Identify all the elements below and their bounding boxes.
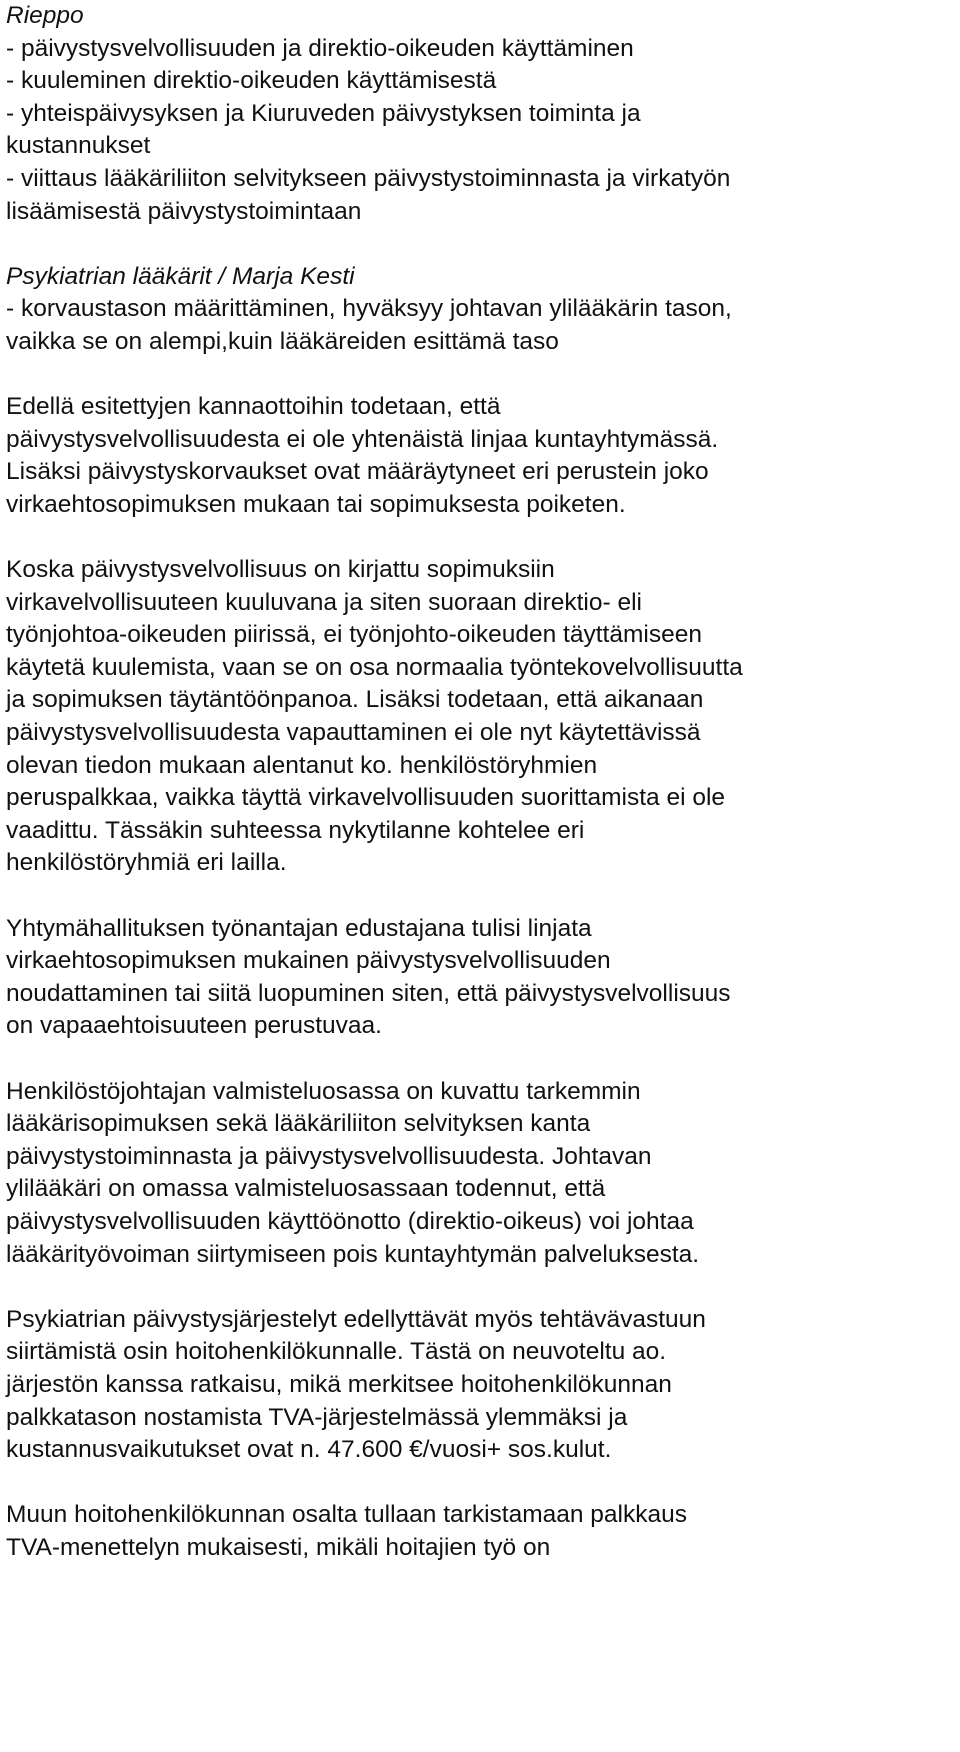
paragraph-line: virkaehtosopimuksen mukaan tai sopimuksesta poiketen.: [6, 490, 626, 518]
paragraph-line: vaadittu. Tässäkin suhteessa nykytilanne kohtelee eri: [6, 816, 585, 844]
rieppo-list-item: - viittaus lääkäriliiton selvitykseen päivystystoiminnasta ja virkatyön: [6, 164, 731, 192]
psykiatria-list-item-cont: vaikka se on alempi,kuin lääkäreiden esittämä taso: [6, 327, 559, 355]
spacer: [6, 1271, 960, 1304]
paragraph-1: [6, 391, 960, 521]
spacer: [6, 359, 960, 392]
rieppo-list-item: - päivystysvelvollisuuden ja direktio-oikeuden käyttäminen: [6, 34, 634, 62]
paragraph-5: [6, 1304, 960, 1467]
paragraph-6: [6, 1499, 960, 1564]
paragraph-line: päivystystoiminnasta ja päivystysvelvollisuudesta. Johtavan: [6, 1142, 652, 1170]
paragraph-line: päivystysvelvollisuudesta vapauttaminen ei ole nyt käytettävissä: [6, 719, 701, 747]
spacer: [6, 1467, 960, 1500]
paragraph-line: noudattaminen tai siitä luopuminen siten, että päivystysvelvollisuus: [6, 979, 731, 1007]
paragraph-line: Muun hoitohenkilökunnan osalta tullaan tarkistamaan palkkaus: [6, 1501, 687, 1529]
spacer: [6, 522, 960, 555]
rieppo-title: Rieppo: [6, 2, 84, 29]
paragraph-line: palkkatason nostamista TVA-järjestelmässä ylemmäksi ja: [6, 1403, 628, 1431]
paragraph-line: Henkilöstöjohtajan valmisteluosassa on kuvattu tarkemmin: [6, 1077, 641, 1105]
paragraph-line: Psykiatrian päivystysjärjestelyt edellyttävät myös tehtävävastuun: [6, 1305, 706, 1333]
paragraph-line: siirtämistä osin hoitohenkilökunnalle. Tästä on neuvoteltu ao.: [6, 1338, 667, 1366]
paragraph-line: työnjohtoa-oikeuden piirissä, ei työnjohto-oikeuden täyttämiseen: [6, 621, 702, 649]
rieppo-list-item-cont: lisäämisestä päivystystoimintaan: [6, 197, 362, 225]
paragraph-line: virkaehtosopimuksen mukainen päivystysvelvollisuuden: [6, 947, 611, 975]
paragraph-line: lääkärityövoiman siirtymiseen pois kuntayhtymän palveluksesta.: [6, 1240, 700, 1268]
rieppo-heading-block: [6, 0, 960, 33]
paragraph-line: käytetä kuulemista, vaan se on osa normaalia työntekovelvollisuutta: [6, 653, 743, 681]
paragraph-line: Edellä esitettyjen kannaottoihin todetaan, että: [6, 393, 501, 421]
psykiatria-list: [6, 293, 960, 358]
rieppo-list-item: - yhteispäivysyksen ja Kiuruveden päivystyksen toiminta ja: [6, 99, 641, 127]
paragraph-line: on vapaaehtoisuuteen perustuvaa.: [6, 1012, 382, 1040]
paragraph-line: virkavelvollisuuteen kuuluvana ja siten suoraan direktio- eli: [6, 588, 642, 616]
rieppo-list: [6, 33, 960, 229]
spacer: [6, 1043, 960, 1076]
paragraph-line: päivystysvelvollisuuden käyttöönotto (direktio-oikeus) voi johtaa: [6, 1207, 694, 1235]
paragraph-line: olevan tiedon mukaan alentanut ko. henkilöstöryhmien: [6, 751, 598, 779]
paragraph-4: [6, 1076, 960, 1272]
paragraph-line: henkilöstöryhmiä eri lailla.: [6, 849, 287, 877]
spacer: [6, 880, 960, 913]
paragraph-line: TVA-menettelyn mukaisesti, mikäli hoitajien työ on: [6, 1533, 551, 1561]
psykiatria-title: Psykiatrian lääkärit / Marja Kesti: [6, 262, 355, 290]
paragraph-line: peruspalkkaa, vaikka täyttä virkavelvollisuuden suorittamista ei ole: [6, 784, 726, 812]
paragraph-line: ja sopimuksen täytäntöönpanoa. Lisäksi todetaan, että aikanaan: [6, 686, 704, 714]
paragraph-line: järjestön kanssa ratkaisu, mikä merkitsee hoitohenkilökunnan: [6, 1370, 672, 1398]
paragraph-line: lääkärisopimuksen sekä lääkäriliiton selvityksen kanta: [6, 1110, 591, 1138]
paragraph-line: ylilääkäri on omassa valmisteluosassaan todennut, että: [6, 1175, 606, 1203]
paragraph-line: Lisäksi päivystyskorvaukset ovat määräytyneet eri perustein joko: [6, 458, 709, 486]
rieppo-list-item: - kuuleminen direktio-oikeuden käyttämisestä: [6, 67, 497, 95]
paragraph-line: Koska päivystysvelvollisuus on kirjattu sopimuksiin: [6, 556, 555, 584]
paragraph-2: [6, 554, 960, 880]
rieppo-list-item-cont: kustannukset: [6, 132, 151, 160]
paragraph-line: päivystysvelvollisuudesta ei ole yhtenäistä linjaa kuntayhtymässä.: [6, 425, 719, 453]
psykiatria-heading-block: [6, 261, 960, 294]
psykiatria-list-item: - korvaustason määrittäminen, hyväksyy johtavan ylilääkärin tason,: [6, 295, 732, 323]
paragraph-line: Yhtymähallituksen työnantajan edustajana tulisi linjata: [6, 914, 592, 942]
paragraph-3: [6, 913, 960, 1043]
spacer: [6, 228, 960, 261]
paragraph-line: kustannusvaikutukset ovat n. 47.600 €/vuosi+ sos.kulut.: [6, 1436, 612, 1464]
